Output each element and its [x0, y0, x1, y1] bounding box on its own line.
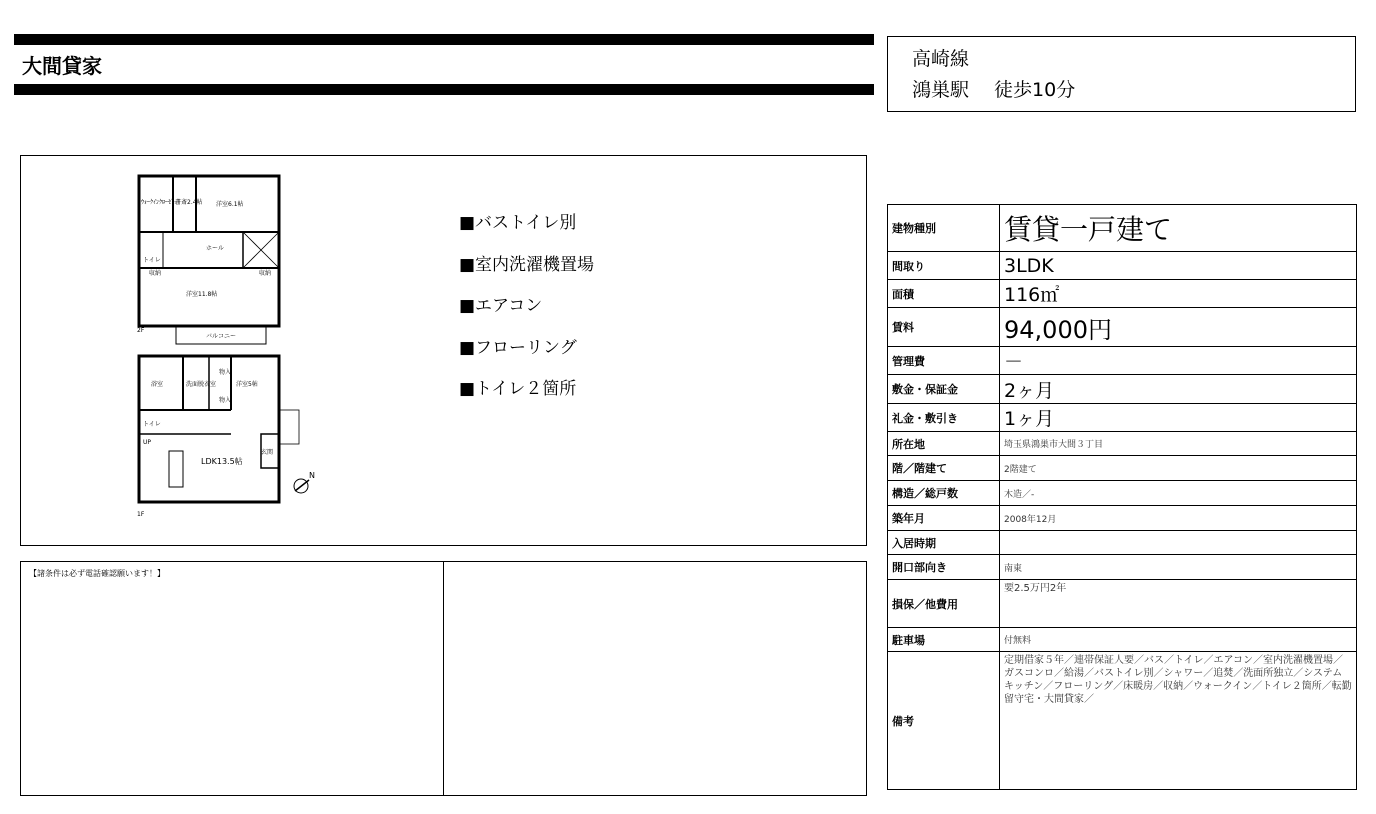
room-balcony: バルコニー [206, 333, 237, 340]
notes-left: 【諸条件は必ず電話確認願います！】 [21, 562, 444, 795]
spec-floors: 2階建て [1000, 456, 1357, 481]
spec-label: 開口部向き [888, 555, 1000, 580]
spec-parking: 付無料 [1000, 628, 1357, 652]
room-western6: 洋室6.1帖 [216, 201, 244, 208]
feature-item: ■トイレ２箇所 [459, 379, 577, 399]
room-bath: 浴室 [151, 381, 164, 388]
spec-built: 2008年12月 [1000, 506, 1357, 531]
feature-item: ■エアコン [459, 296, 543, 316]
spec-label: 建物種別 [888, 205, 1000, 252]
spec-label: 築年月 [888, 506, 1000, 531]
header-bar-top [14, 34, 874, 45]
room-toilet-1f: トイレ [143, 421, 161, 428]
room-western11: 洋室11.8帖 [186, 291, 218, 298]
spec-key: 1ヶ月 [1000, 404, 1357, 432]
spec-label: 損保／他費用 [888, 580, 1000, 628]
spec-label: 駐車場 [888, 628, 1000, 652]
spec-address: 埼玉県鴻巣市大間３丁目 [1000, 432, 1357, 456]
room-western5: 洋室5帖 [236, 381, 258, 388]
feature-item: ■フローリング [459, 337, 577, 358]
station-walk: 鴻巣駅 徒歩10分 [912, 79, 1076, 101]
train-line: 高崎線 [912, 48, 970, 70]
spec-label: 構造／総戸数 [888, 481, 1000, 506]
spec-label: 管理費 [888, 347, 1000, 375]
room-toilet-2f: トイレ [143, 257, 161, 264]
spec-label: 賃料 [888, 308, 1000, 347]
floor-2f-label: 2F [137, 327, 145, 334]
spec-fees: 要2.5万円2年 [1000, 580, 1357, 628]
spec-remarks: 定期借家５年／連帯保証人要／バス／トイレ／エアコン／室内洗濯機置場／ガスコンロ／給湯／バストイレ別／シャワー／追焚／洗面所独立／システムキッチン／フローリング／床暖房／収納／ウォークイン／トイレ２箇所／転勤留守宅・大間貸家／ [1000, 652, 1357, 790]
header-bar-bottom [14, 84, 874, 95]
north-icon: N [309, 471, 315, 480]
spec-label: 礼金・敷引き [888, 404, 1000, 432]
station-info [887, 36, 1356, 112]
feature-item: ■バストイレ別 [459, 213, 577, 233]
spec-movein [1000, 531, 1357, 555]
stair-up: UP [143, 439, 152, 446]
room-closet: 物入 [219, 369, 232, 376]
floorplan-panel [20, 155, 867, 546]
spec-label: 間取り [888, 252, 1000, 280]
spec-deposit: 2ヶ月 [1000, 375, 1357, 404]
spec-label: 敷金・保証金 [888, 375, 1000, 404]
room-washroom: 洗面脱衣室 [186, 381, 217, 388]
spec-layout: 3LDK [1000, 252, 1357, 280]
notes-right [445, 562, 866, 795]
room-storage-2: 収納 [259, 270, 272, 277]
floorplan-drawing [121, 164, 441, 534]
room-storage: 収納 [149, 270, 162, 277]
spec-area: 116㎡ [1000, 280, 1357, 308]
spec-label: 階／階建て [888, 456, 1000, 481]
room-walkin: ｳｫｰｸｲﾝｸﾛｰｾﾞｯﾄ [141, 199, 181, 206]
page-title: 大間貸家 [22, 54, 102, 78]
room-ldk: LDK13.5帖 [201, 457, 243, 466]
spec-label: 備考 [888, 652, 1000, 790]
feature-list [459, 208, 594, 416]
room-entrance: 玄関 [261, 449, 274, 456]
floor-1f-label: 1F [137, 511, 145, 518]
room-hall: ホール [206, 245, 224, 252]
room-closet-2: 物入 [219, 397, 232, 404]
spec-opening: 南東 [1000, 555, 1357, 580]
spec-label: 面積 [888, 280, 1000, 308]
spec-label: 入居時期 [888, 531, 1000, 555]
room-study: 書斎2.4帖 [175, 199, 203, 206]
feature-item: ■室内洗濯機置場 [459, 254, 595, 275]
spec-type: 賃貸一戸建て [1000, 205, 1357, 252]
spec-mgmt: － [1000, 347, 1357, 375]
spec-rent: 94,000円 [1000, 308, 1357, 347]
spec-label: 所在地 [888, 432, 1000, 456]
spec-table [887, 204, 1357, 790]
notes-panel [20, 561, 867, 796]
spec-structure: 木造／- [1000, 481, 1357, 506]
